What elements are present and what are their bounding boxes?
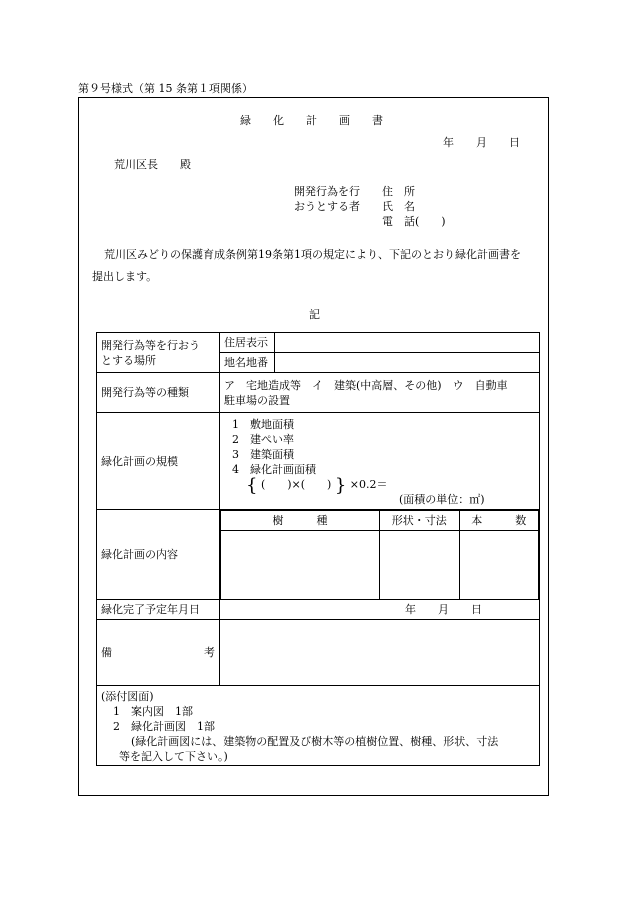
content-shape-field[interactable]	[380, 531, 460, 599]
content-col-shape: 形状・寸法	[380, 511, 460, 531]
scale-formula: { ( )×( ) } ×0.2＝	[246, 475, 388, 496]
ki-heading: 記	[309, 308, 320, 321]
scale-label: 緑化計画の規模	[97, 413, 220, 510]
completion-date-field[interactable]: 年 月 日	[220, 600, 540, 620]
location-label: 開発行為等を行おう とする場所	[97, 333, 220, 373]
scale-item-2: 2 建ぺい率	[232, 433, 294, 446]
content-species-field[interactable]	[221, 531, 380, 599]
content-grid	[220, 510, 540, 600]
body-text-line-2: 提出します。	[92, 270, 158, 283]
remarks-label: 備 考	[97, 620, 220, 686]
form-table	[96, 332, 540, 766]
applicant-name-label: 氏 名	[382, 200, 415, 213]
form-number: 第９号様式（第 15 条第１項関係）	[78, 82, 253, 95]
content-label: 緑化計画の内容	[97, 510, 220, 600]
attachment-note-1: (緑化計画図には、建築物の配置及び樹木等の植樹位置、樹種、形状、寸法	[131, 735, 499, 748]
attachment-item-1: 1 案内図 1部	[113, 705, 193, 718]
body-text-line-1: 荒川区みどりの保護育成条例第19条第1項の規定により、下記のとおり緑化計画書を	[104, 248, 521, 261]
date-line: 年 月 日	[443, 136, 520, 149]
attachments-header: (添付図面)	[101, 690, 154, 703]
location-address-field[interactable]	[275, 333, 540, 353]
type-options: ア 宅地造成等 イ 建築(中高層、その他) ウ 自動車 駐車場の設置	[220, 373, 540, 413]
content-col-species: 樹 種	[221, 511, 380, 531]
attachment-item-2: 2 緑化計画図 1部	[113, 720, 215, 733]
remarks-field[interactable]	[220, 620, 540, 686]
applicant-phone-label: 電 話( )	[382, 215, 446, 228]
type-label: 開発行為等の種類	[97, 373, 220, 413]
scale-unit-note: (面積の単位：㎡)	[399, 493, 485, 506]
form-title: 緑 化 計 画 書	[240, 114, 383, 127]
scale-item-3: 3 建築面積	[232, 448, 294, 461]
scale-item-1: 1 敷地面積	[232, 418, 294, 431]
attachments-section	[97, 686, 540, 766]
scale-content	[220, 413, 540, 510]
completion-label: 緑化完了予定年月日	[97, 600, 220, 620]
applicant-address-label: 住 所	[382, 185, 415, 198]
applicant-label-2: おうとする者	[294, 200, 360, 213]
location-sub-lot-label: 地名地番	[220, 353, 275, 373]
scale-item-4: 4 緑化計画面積	[232, 463, 316, 476]
content-count-field[interactable]	[459, 531, 539, 599]
location-sub-address-label: 住居表示	[220, 333, 275, 353]
location-lot-field[interactable]	[275, 353, 540, 373]
attachment-note-2: 等を記入して下さい。)	[119, 750, 228, 763]
content-col-count: 本 数	[459, 511, 539, 531]
addressee: 荒川区長 殿	[114, 158, 191, 171]
applicant-label-1: 開発行為を行	[294, 185, 360, 198]
